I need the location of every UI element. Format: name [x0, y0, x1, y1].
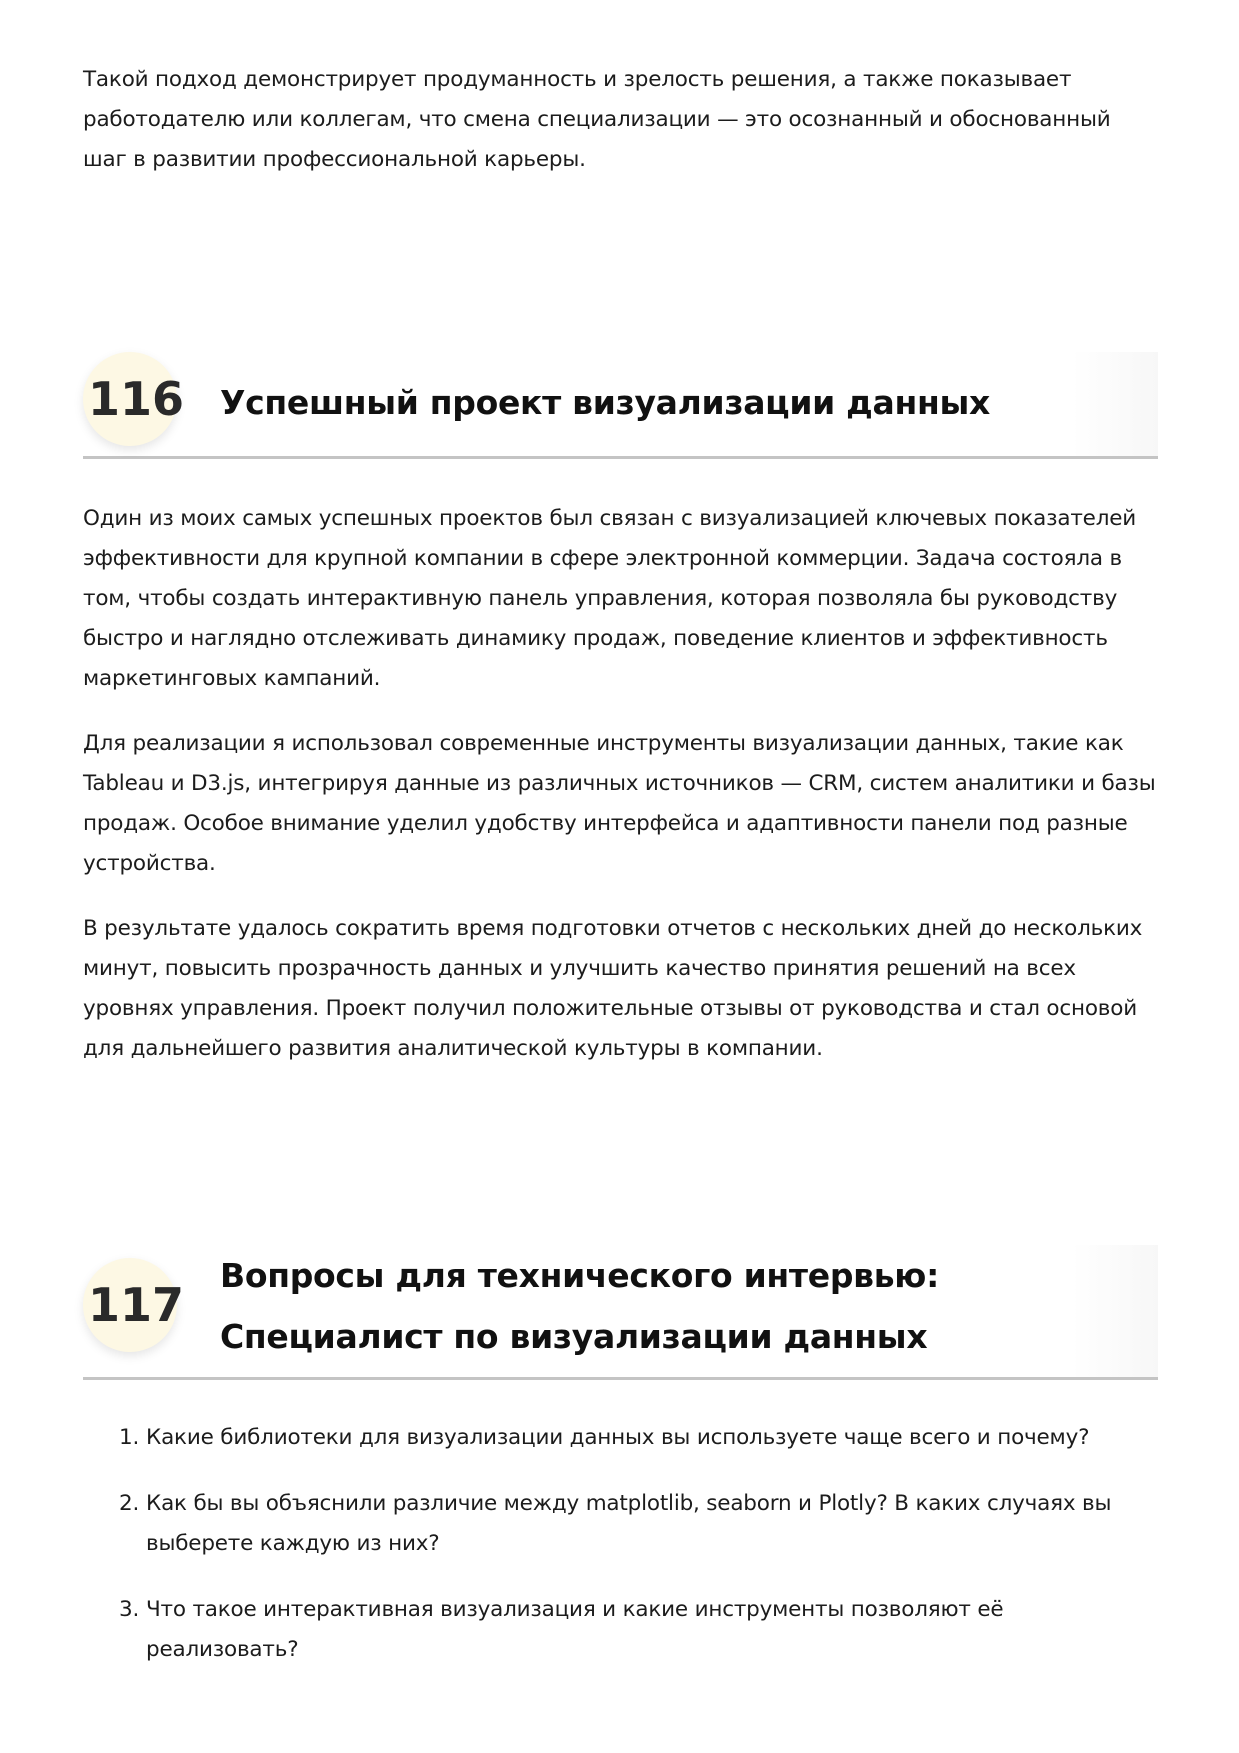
intro-paragraph: Такой подход демонстрирует продуманность и зрелость решения, а также показывает работодателю или коллегам, что смена специализации — это осознанный и обоснованный шаг в развитии профессиональной карьеры.: [83, 67, 1111, 172]
list-item: [83, 1590, 1158, 1670]
question-list: [83, 1418, 1158, 1696]
section-117-header: [83, 1245, 1158, 1380]
list-item-number: 2.: [119, 1491, 140, 1516]
section-title: Успешный проект визуализации данных: [220, 383, 991, 422]
section-number: 116: [88, 372, 185, 426]
body-paragraph: Для реализации я использовал современные инструменты визуализации данных, такие как Tableau и D3.js, интегрируя данные из различных источников — CRM, систем аналитики и базы продаж. Особое внимание уделил удобству интерфейса и адаптивности панели под разные устройства.: [83, 731, 1156, 876]
body-paragraph: В результате удалось сократить время подготовки отчетов с нескольких дней до нескольких минут, повысить прозрачность данных и улучшить качество принятия решений на всех уровнях управления. Проект получил положительные отзывы от руководства и стал основой для дальнейшего развития аналитической культуры в компании.: [83, 916, 1143, 1061]
list-item: [83, 1418, 1158, 1458]
list-item-text: Какие библиотеки для визуализации данных вы используете чаще всего и почему?: [146, 1425, 1090, 1450]
list-item: [83, 1484, 1158, 1564]
section-116-header: [83, 352, 1158, 459]
body-paragraph: Один из моих самых успешных проектов был связан с визуализацией ключевых показателей эффективности для крупной компании в сфере электронной коммерции. Задача состояла в том, чтобы создать интерактивную панель управления, которая позволяла бы руководству быстро и наглядно отслеживать динамику продаж, поведение клиентов и эффективность маркетинговых кампаний.: [83, 506, 1137, 691]
section-116-body: [83, 499, 1158, 1094]
list-item-text: Что такое интерактивная визуализация и какие инструменты позволяют её реализовать?: [146, 1597, 1004, 1662]
section-title: Вопросы для технического интервью: Специалист по визуализации данных: [220, 1256, 939, 1356]
list-item-number: 1.: [119, 1425, 140, 1450]
section-number: 117: [88, 1278, 185, 1332]
list-item-number: 3.: [119, 1597, 140, 1622]
list-item-text: Как бы вы объяснили различие между matplotlib, seaborn и Plotly? В каких случаях вы выберете каждую из них?: [146, 1491, 1112, 1556]
